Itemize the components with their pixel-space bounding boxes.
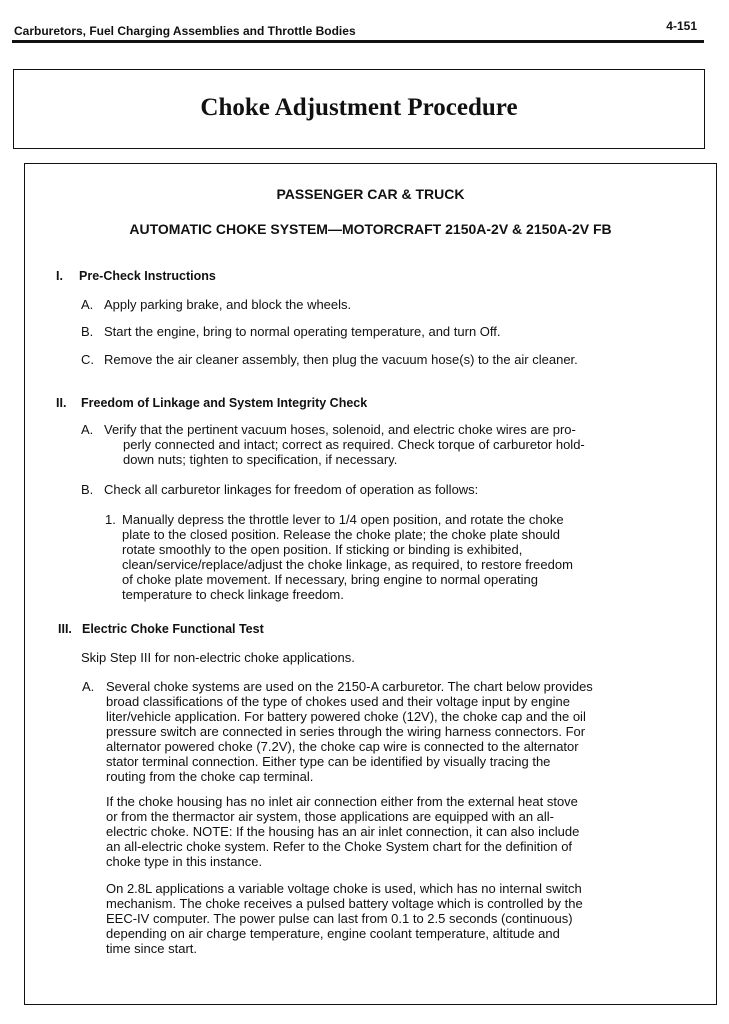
section-3-item-a-paragraph-3 [106, 881, 583, 956]
section-3-item-a-marker: A. [82, 679, 95, 694]
text-line: stator terminal connection. Either type can be identified by visually tracing the [106, 754, 551, 769]
text-line: broad classifications of the type of chokes used and their voltage input by engine [106, 694, 570, 709]
heading-passenger-car-truck: PASSENGER CAR & TRUCK [276, 186, 465, 202]
page-title: Choke Adjustment Procedure [200, 94, 518, 121]
text-line: pressure switch are connected in series through the wiring harness connectors. For [106, 724, 586, 739]
text-line: temperature to check linkage freedom. [122, 587, 344, 602]
text-line: an all-electric choke system. Refer to the Choke System chart for the definition of [106, 839, 573, 854]
text-line: If the choke housing has no inlet air connection either from the external heat stove [106, 794, 578, 809]
section-1-numeral: I. [56, 269, 63, 283]
section-3-note: Skip Step III for non-electric choke applications. [81, 650, 355, 665]
text-line: time since start. [106, 941, 198, 956]
heading-automatic-choke-system: AUTOMATIC CHOKE SYSTEM—MOTORCRAFT 2150A-2V & 2150A-2V FB [129, 221, 612, 237]
text-line: alternator powered choke (7.2V), the choke cap wire is connected to the alternator [106, 739, 579, 754]
text-line: liter/vehicle application. For battery powered choke (12V), the choke cap and the oil [106, 709, 586, 724]
section-3-item-a-paragraph-1 [106, 679, 593, 784]
text-line: On 2.8L applications a variable voltage choke is used, which has no internal switch [106, 881, 582, 896]
page-number: 4-151 [666, 19, 697, 33]
text-line: Several choke systems are used on the 2150-A carburetor. The chart below provides [106, 679, 593, 694]
section-3-item-a-paragraph-2 [106, 794, 579, 869]
section-2-sub-item-text [122, 512, 573, 602]
text-line: clean/service/replace/adjust the choke linkage, as required, to restore freedom [122, 557, 573, 572]
section-1-item-b-marker: B. [81, 324, 94, 339]
text-line: or from the thermactor air system, those applications are equipped with an all- [106, 809, 554, 824]
section-2-sub-item-marker: 1. [105, 512, 116, 527]
section-1-item-a-text: Apply parking brake, and block the wheels. [104, 297, 352, 312]
text-line: plate to the closed position. Release the choke plate; the choke plate should [122, 527, 560, 542]
text-line: Manually depress the throttle lever to 1/4 open position, and rotate the choke [122, 512, 564, 527]
running-head-title: Carburetors, Fuel Charging Assemblies and Throttle Bodies [14, 24, 356, 38]
section-3-title: Electric Choke Functional Test [82, 622, 264, 636]
section-2-numeral: II. [56, 396, 67, 410]
section-2-item-b-text: Check all carburetor linkages for freedom of operation as follows: [104, 482, 479, 497]
text-line: rotate smoothly to the open position. If sticking or binding is exhibited, [122, 542, 523, 557]
title-box [13, 69, 705, 149]
section-3-numeral: III. [58, 622, 72, 636]
section-1-item-c-text: Remove the air cleaner assembly, then plug the vacuum hose(s) to the air cleaner. [104, 352, 578, 367]
text-line: choke type in this instance. [106, 854, 263, 869]
section-1-item-a-marker: A. [81, 297, 94, 312]
text-line: Verify that the pertinent vacuum hoses, solenoid, and electric choke wires are pro- [104, 422, 576, 437]
section-1-item-c-marker: C. [81, 352, 94, 367]
text-line: perly connected and intact; correct as required. Check torque of carburetor hold- [123, 437, 585, 452]
header-rule [12, 40, 704, 43]
text-line: mechanism. The choke receives a pulsed battery voltage which is controlled by the [106, 896, 583, 911]
text-line: EEC-IV computer. The power pulse can last from 0.1 to 2.5 seconds (continuous) [106, 911, 573, 926]
section-2-title: Freedom of Linkage and System Integrity Check [81, 396, 368, 410]
text-line: routing from the choke cap terminal. [106, 769, 314, 784]
section-1-title: Pre-Check Instructions [79, 269, 216, 283]
section-2-item-b-marker: B. [81, 482, 94, 497]
section-1-item-b-text: Start the engine, bring to normal operating temperature, and turn Off. [104, 324, 501, 339]
text-line: depending on air charge temperature, engine coolant temperature, altitude and [106, 926, 560, 941]
text-line: electric choke. NOTE: If the housing has an air inlet connection, it can also include [106, 824, 580, 839]
section-2-item-a-text [104, 422, 585, 467]
text-line: down nuts; tighten to specification, if necessary. [123, 452, 398, 467]
content-box [24, 163, 717, 1005]
section-2-item-a-marker: A. [81, 422, 94, 437]
text-line: of choke plate movement. If necessary, bring engine to normal operating [122, 572, 538, 587]
